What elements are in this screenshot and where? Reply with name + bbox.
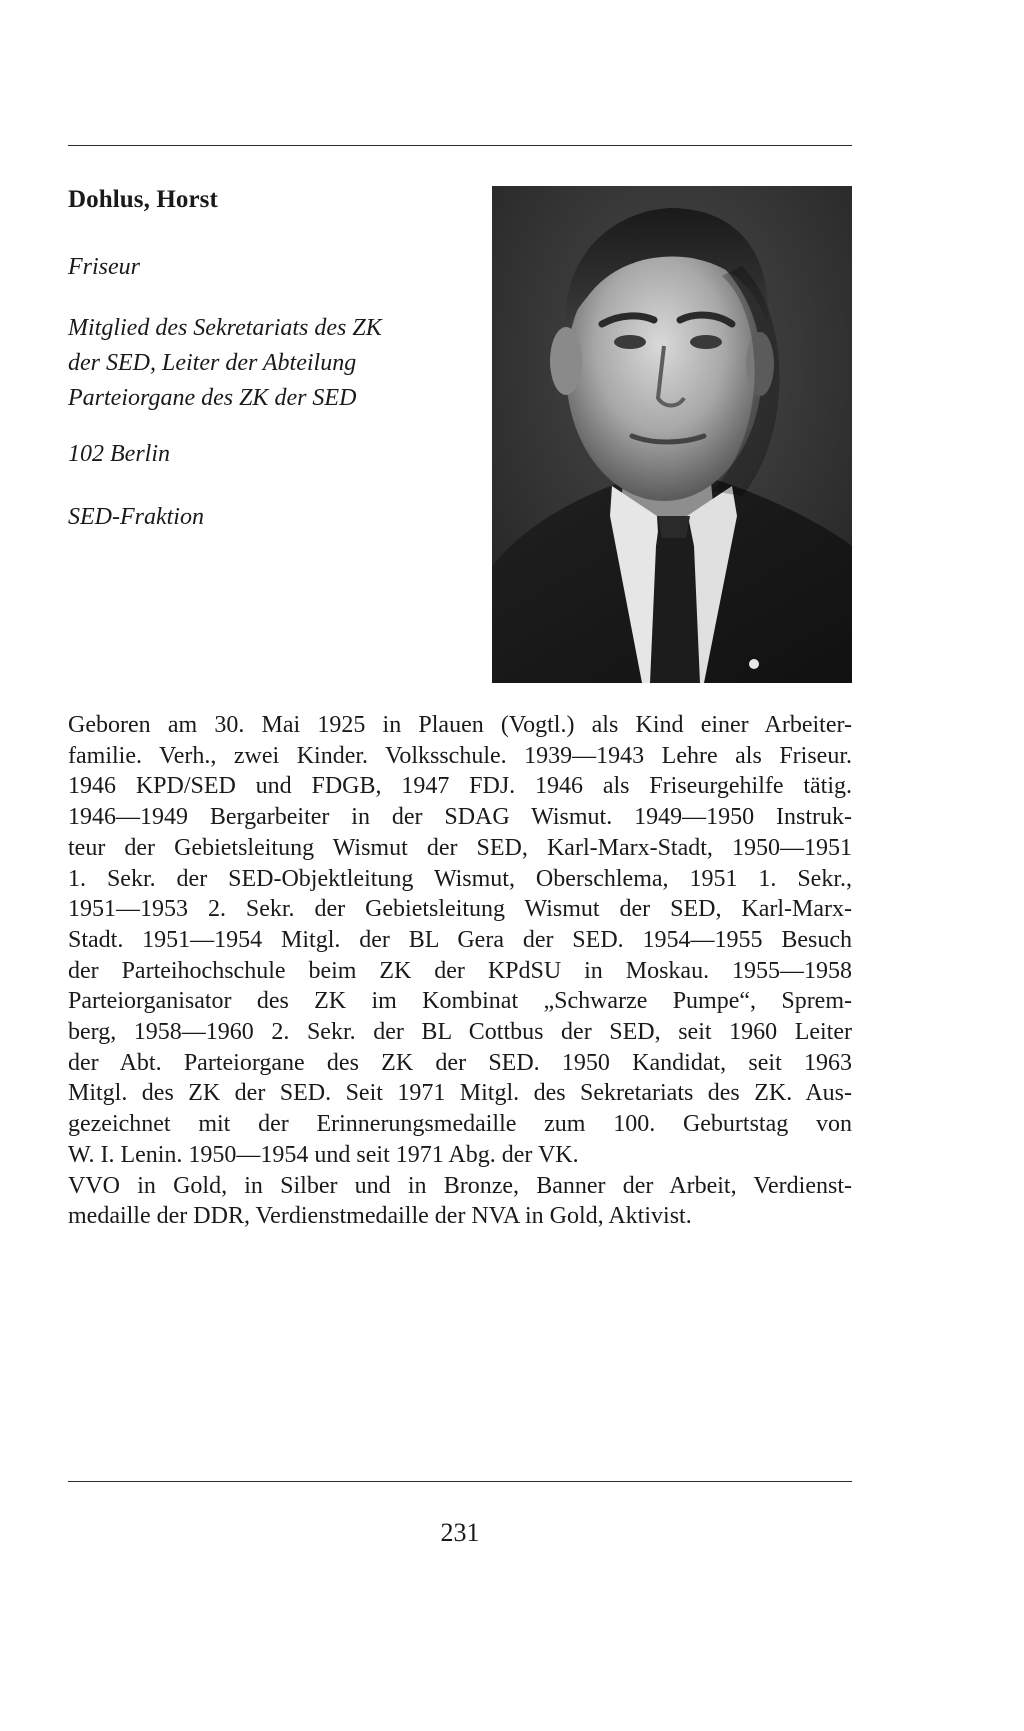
faction: SED-Fraktion bbox=[68, 504, 204, 530]
biography-line: 1946—1949 Bergarbeiter in der SDAG Wismut. 1949—1950 Instruk- bbox=[68, 804, 852, 831]
biography-line: 1951—1953 2. Sekr. der Gebietsleitung Wismut der SED, Karl-Marx- bbox=[68, 896, 852, 923]
biography-line: medaille der DDR, Verdienstmedaille der NVA in Gold, Aktivist. bbox=[68, 1203, 692, 1230]
biography-line: Mitgl. des ZK der SED. Seit 1971 Mitgl. des Sekretariats des ZK. Aus- bbox=[68, 1080, 852, 1107]
biography-line: Parteiorganisator des ZK im Kombinat „Schwarze Pumpe“, Sprem- bbox=[68, 988, 852, 1015]
person-name: Dohlus, Horst bbox=[68, 186, 218, 213]
biography-line: berg, 1958—1960 2. Sekr. der BL Cottbus der SED, seit 1960 Leiter bbox=[68, 1019, 852, 1046]
biography-line: der Abt. Parteiorgane des ZK der SED. 1950 Kandidat, seit 1963 bbox=[68, 1049, 852, 1076]
biography-line: gezeichnet mit der Erinnerungsmedaille zum 100. Geburtstag von bbox=[68, 1111, 852, 1138]
bottom-divider bbox=[68, 1481, 852, 1482]
function-line: der SED, Leiter der Abteilung bbox=[68, 350, 357, 376]
portrait-illustration bbox=[492, 186, 852, 683]
portrait-photo bbox=[492, 186, 852, 683]
biography-line: teur der Gebietsleitung Wismut der SED, Karl-Marx-Stadt, 1950—1951 bbox=[68, 834, 852, 861]
address: 102 Berlin bbox=[68, 441, 170, 467]
biography-line: Geboren am 30. Mai 1925 in Plauen (Vogtl.) als Kind einer Arbeiter- bbox=[68, 712, 852, 738]
function-line: Parteiorgane des ZK der SED bbox=[68, 385, 357, 411]
biography-line: der Parteihochschule beim ZK der KPdSU in Moskau. 1955—1958 bbox=[68, 957, 852, 984]
function-block bbox=[68, 311, 448, 416]
biography-line: 1. Sekr. der SED-Objektleitung Wismut, Oberschlema, 1951 1. Sekr., bbox=[68, 865, 852, 892]
biography-line: VVO in Gold, in Silber und in Bronze, Banner der Arbeit, Verdienst- bbox=[68, 1172, 852, 1199]
biography-line: Stadt. 1951—1954 Mitgl. der BL Gera der SED. 1954—1955 Besuch bbox=[68, 926, 852, 953]
page-number: 231 bbox=[440, 1518, 480, 1547]
occupation: Friseur bbox=[68, 254, 140, 280]
biography-line: familie. Verh., zwei Kinder. Volksschule. 1939—1943 Lehre als Friseur. bbox=[68, 742, 852, 769]
biography bbox=[68, 710, 852, 1232]
top-divider bbox=[68, 145, 852, 146]
biography-line: 1946 KPD/SED und FDGB, 1947 FDJ. 1946 als Friseurgehilfe tätig. bbox=[68, 773, 852, 800]
function-line: Mitglied des Sekretariats des ZK bbox=[68, 315, 382, 341]
biography-line: W. I. Lenin. 1950—1954 und seit 1971 Abg. der VK. bbox=[68, 1141, 579, 1168]
